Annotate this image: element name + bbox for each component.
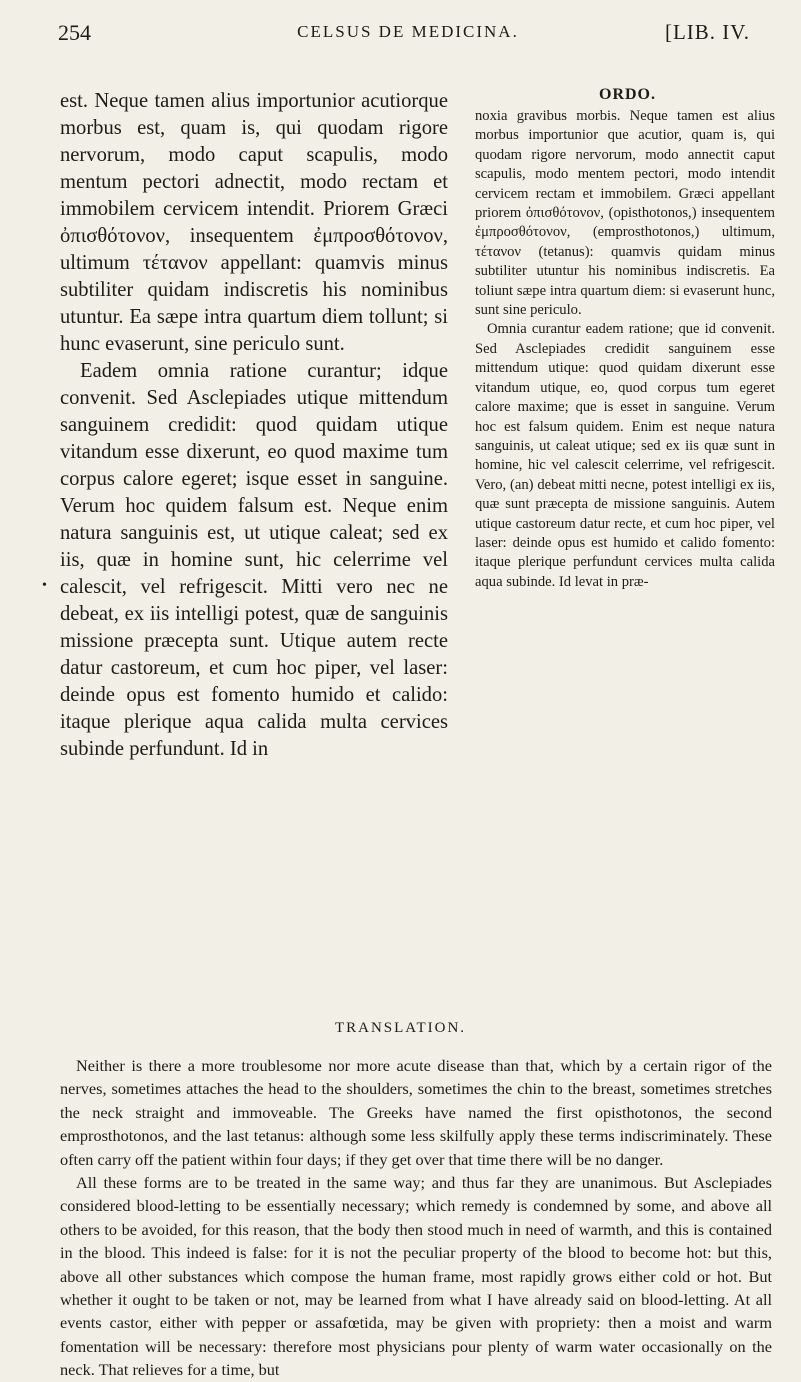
ordo-heading: ORDO.: [599, 86, 656, 103]
latin-paragraph-1: est. Neque tamen alius importunior acutiorque morbus est, quam is, qui quodam rigore nervorum, modo caput scapulis, modo mentum pectori adnectit, modo rectam et immobilem cervicem intendit. Priorem Græci ὀπισθότονον, insequentem ἐμπροσθότονον, ultimum τέτανον appellant: quamvis minus subtiliter quidam indiscretis his nominibus utuntur. Ea sæpe intra quartum diem tollunt; si hunc evaserunt, sine periculo sunt.: [60, 90, 448, 355]
ordo-text-column: [475, 107, 775, 592]
ordo-paragraph-2: Omnia curantur eadem ratione; que id convenit. Sed Asclepiades credidit sanguinem esse mittendum utique: quod quidam dixerunt esse vitandum utique, eo, quod corpus tum egeret calore maxime; que is esset in sanguine. Verum hoc est falsum quidem. Enim est neque natura sanguinis, ut caleat utique; sed ex iis quæ sunt in homine, hic vel calescit celerrime, vel refrigescit. Vero, (an) debeat mitti necne, potest intelligi ex iis, quæ sunt præcepta de missione sanguinis. Autem utique castoreum datur recte, et cum hoc piper, vel laser: deinde opus est humido et calido fomento: itaque plerique perfundunt cervices multa calida aqua subinde. Id levat in præ-: [475, 321, 775, 590]
margin-bullet: •: [42, 578, 47, 593]
translation-paragraph-2: All these forms are to be treated in the same way; and thus far they are unanimous. But Asclepiades considered blood-letting to be essentially necessary; which remedy is condemned by some, and above all others to be avoided, for this reason, that the body then stood much in need of warmth, and this is contained in the blood. This indeed is false: for it is not the peculiar property of the blood to become hot: but this, above all other substances which compose the human frame, most rapidly grows either cold or hot. But whether it ought to be taken or not, may be learned from what I have already said on blood-letting. At all events castor, either with pepper or assafœtida, may be given with propriety: then a moist and warm fomentation will be necessary: therefore most physicians pour plenty of warm water occasionally on the neck. That relieves for a time, but: [60, 1173, 772, 1380]
running-head: CELSUS DE MEDICINA.: [297, 22, 519, 41]
page-number: 254: [58, 20, 91, 45]
translation-heading: TRANSLATION.: [334, 1020, 467, 1036]
ordo-paragraph-1: noxia gravibus morbis. Neque tamen est alius morbus importunior que acutior, quam is, qui quodam rigore nervorum, modo annectit caput scapulis, modo mentem pectori, modo intendit cervicem rectam et immobilem. Græci appellant priorem ὀπισθότονον, (opisthotonos,) insequentem ἐμπροσθότονον, (emprosthotonos,) ultimum, τέτανον (tetanus): quamvis quidam minus subtiliter utuntur his nominibus indiscretis. Ea toliunt sæpe intra quartum diem: si evaserunt hunc, sunt sine periculo.: [475, 108, 775, 319]
latin-text-column: [60, 88, 448, 763]
translation-text: [60, 1054, 772, 1382]
translation-paragraph-1: Neither is there a more troublesome nor more acute disease than that, which by a certain rigor of the nerves, sometimes attaches the head to the shoulders, sometimes the chin to the breast, sometimes stretches the neck straight and immoveable. The Greeks have named the first opisthotonos, the second emprosthotonos, and the last tetanus: although some less skilfully apply these terms indiscriminately. These often carry off the patient within four days; if they get over that time there will be no danger.: [60, 1056, 772, 1169]
latin-paragraph-2: Eadem omnia ratione curantur; idque convenit. Sed Asclepiades utique mittendum sanguinem credidit: quod quidam utique vitandum esse dixerunt, eo quod maxime tum corpus calore egeret; isque esset in sanguine. Verum hoc quidem falsum est. Neque enim natura sanguinis est, ut utique caleat; sed ex iis, quæ in homine sunt, hic celerrime vel calescit, vel refrigescit. Mitti vero nec ne debeat, ex iis intelligi potest, quæ de sanguinis missione præcepta sunt. Utique autem recte datur castoreum, et cum hoc piper, vel laser: deinde opus est fomento humido et calido: itaque plerique aqua calida multa cervices subinde perfundunt. Id in: [60, 360, 448, 760]
page-header: [58, 20, 758, 56]
book-reference: [LIB. IV.: [664, 20, 750, 44]
